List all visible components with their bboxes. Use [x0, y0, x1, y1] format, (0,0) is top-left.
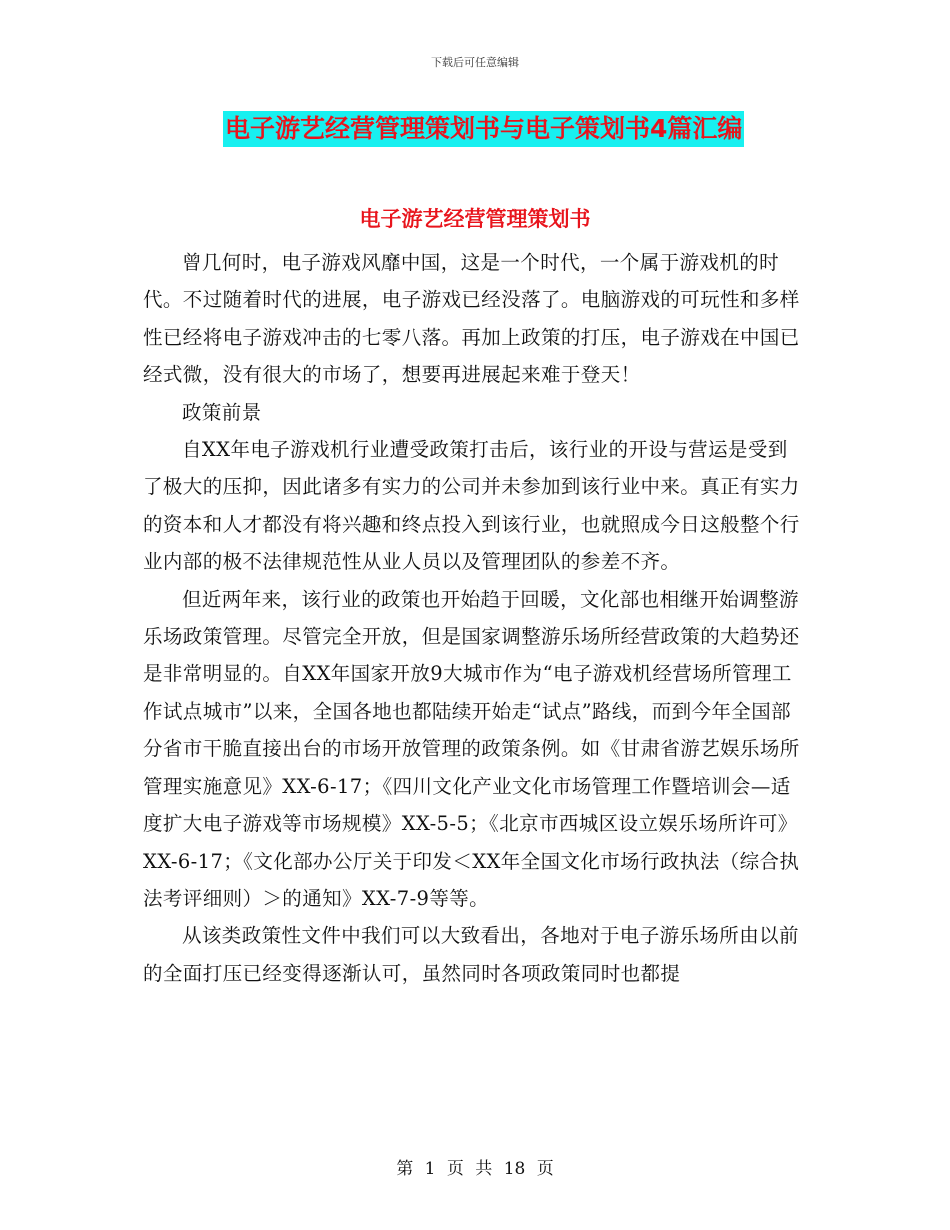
page-footer: 第 1 页 共 18 页 [396, 1159, 554, 1179]
section-title: 电子游艺经营管理策划书 [359, 207, 591, 231]
paragraph-policy-history: 自XX年电子游戏机行业遭受政策打击后，该行业的开设与营运是受到了极大的压抑，因此诸多有实力的公司并未参加到该行业中来。真正有实力的资本和人才都没有将兴趣和终点投入到该行业，也就照成今日这般整个行业内部的极不法律规范性从业人员以及管理团队的参差不齐。 [143, 438, 800, 574]
paragraph-intro: 曾几何时，电子游戏风靡中国，这是一个时代，一个属于游戏机的时代。不过随着时代的进展，电子游戏已经没落了。电脑游戏的可玩性和多样性已经将电子游戏冲击的七零八落。再加上政策的打压，电子游戏在中国已经式微，没有很大的市场了，想要再进展起来难于登天！ [143, 251, 800, 387]
paragraph-policy-analysis: 从该类政策性文件中我们可以大致看出，各地对于电子游乐场所由以前的全面打压已经变得逐渐认可，虽然同时各项政策同时也都提 [143, 924, 799, 985]
header-note: 下载后可任意编辑 [431, 56, 519, 69]
paragraph-policy-recovery: 但近两年来，该行业的政策也开始趋于回暖，文化部也相继开始调整游乐场政策管理。尽管完全开放，但是国家调整游乐场所经营政策的大趋势还是非常明显的。自XX年国家开放9大城市作为“电子游戏机经营场所管理工作试点城市”以来，全国各地也都陆续开始走“试点”路线，而到今年全国部分省市干脆直接出台的市场开放管理的政策条例。如《甘肃省游艺娱乐场所管理实施意见》XX-6-17；《四川文化产业文化市场管理工作暨培训会—适度扩大电子游戏等市场规模》XX-5-5；《北京市西城区设立娱乐场所许可》XX-6-17；《文化部办公厅关于印发＜XX年全国文化市场行政执法（综合执法考评细则）＞的通知》XX-7-9等等。 [143, 587, 800, 910]
paragraph-heading-policy: 政策前景 [182, 400, 262, 424]
document-body [143, 244, 805, 992]
document-title: 电子游艺经营管理策划书与电子策划书4篇汇编 [223, 111, 744, 147]
